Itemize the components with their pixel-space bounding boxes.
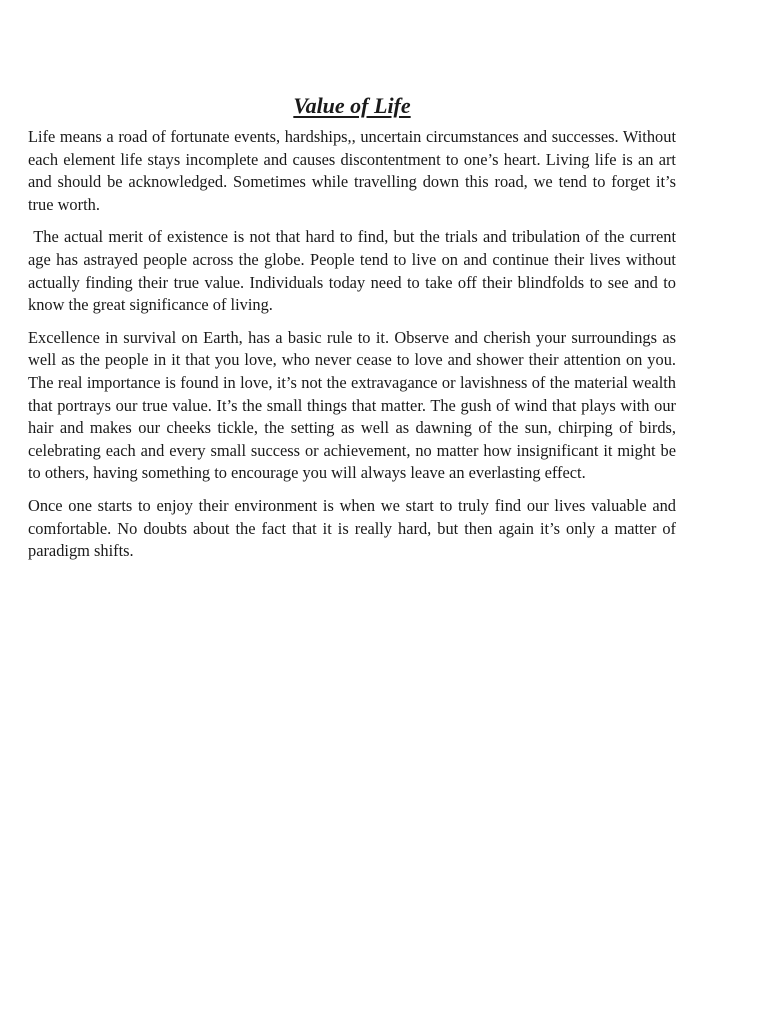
paragraph-1: Life means a road of fortunate events, hardships,, uncertain circumstances and successes. Without each element life stays incomplete and causes discontentment to one’s heart. Living life is an art and should be acknowledged. Sometimes while travelling down this road, we tend to forget it’s true worth. bbox=[28, 127, 681, 214]
document-page bbox=[28, 92, 681, 573]
paragraph-4: Once one starts to enjoy their environment is when we start to truly find our lives valuable and comfortable. No doubts about the fact that it is really hard, but then again it’s only a matter of paradigm shifts. bbox=[28, 495, 676, 561]
paragraph-2: The actual merit of existence is not that hard to find, but the trials and tribulation of the current age has astrayed people across the globe. People tend to live on and continue their lives without actually finding their true value. Individuals today need to take off their blindfolds to see and to know the great significance of living. bbox=[28, 227, 681, 315]
document-title: Value of Life bbox=[293, 93, 411, 118]
paragraph-3: Excellence in survival on Earth, has a basic rule to it. Observe and cherish your surroundings as well as the people in it that you love, who never cease to love and shower their attention on you. The real importance is found in love, it’s not the extravagance or lavishness of the material wealth that portrays our true value. It’s the small things that matter. The gush of wind that plays with our hair and makes our cheeks tickle, the setting as well as dawning of the sun, chirping of birds, celebrating each and every small success or achievement, no matter how insignificant it might be to others, having something to encourage you will always leave an everlasting effect. bbox=[28, 327, 676, 483]
